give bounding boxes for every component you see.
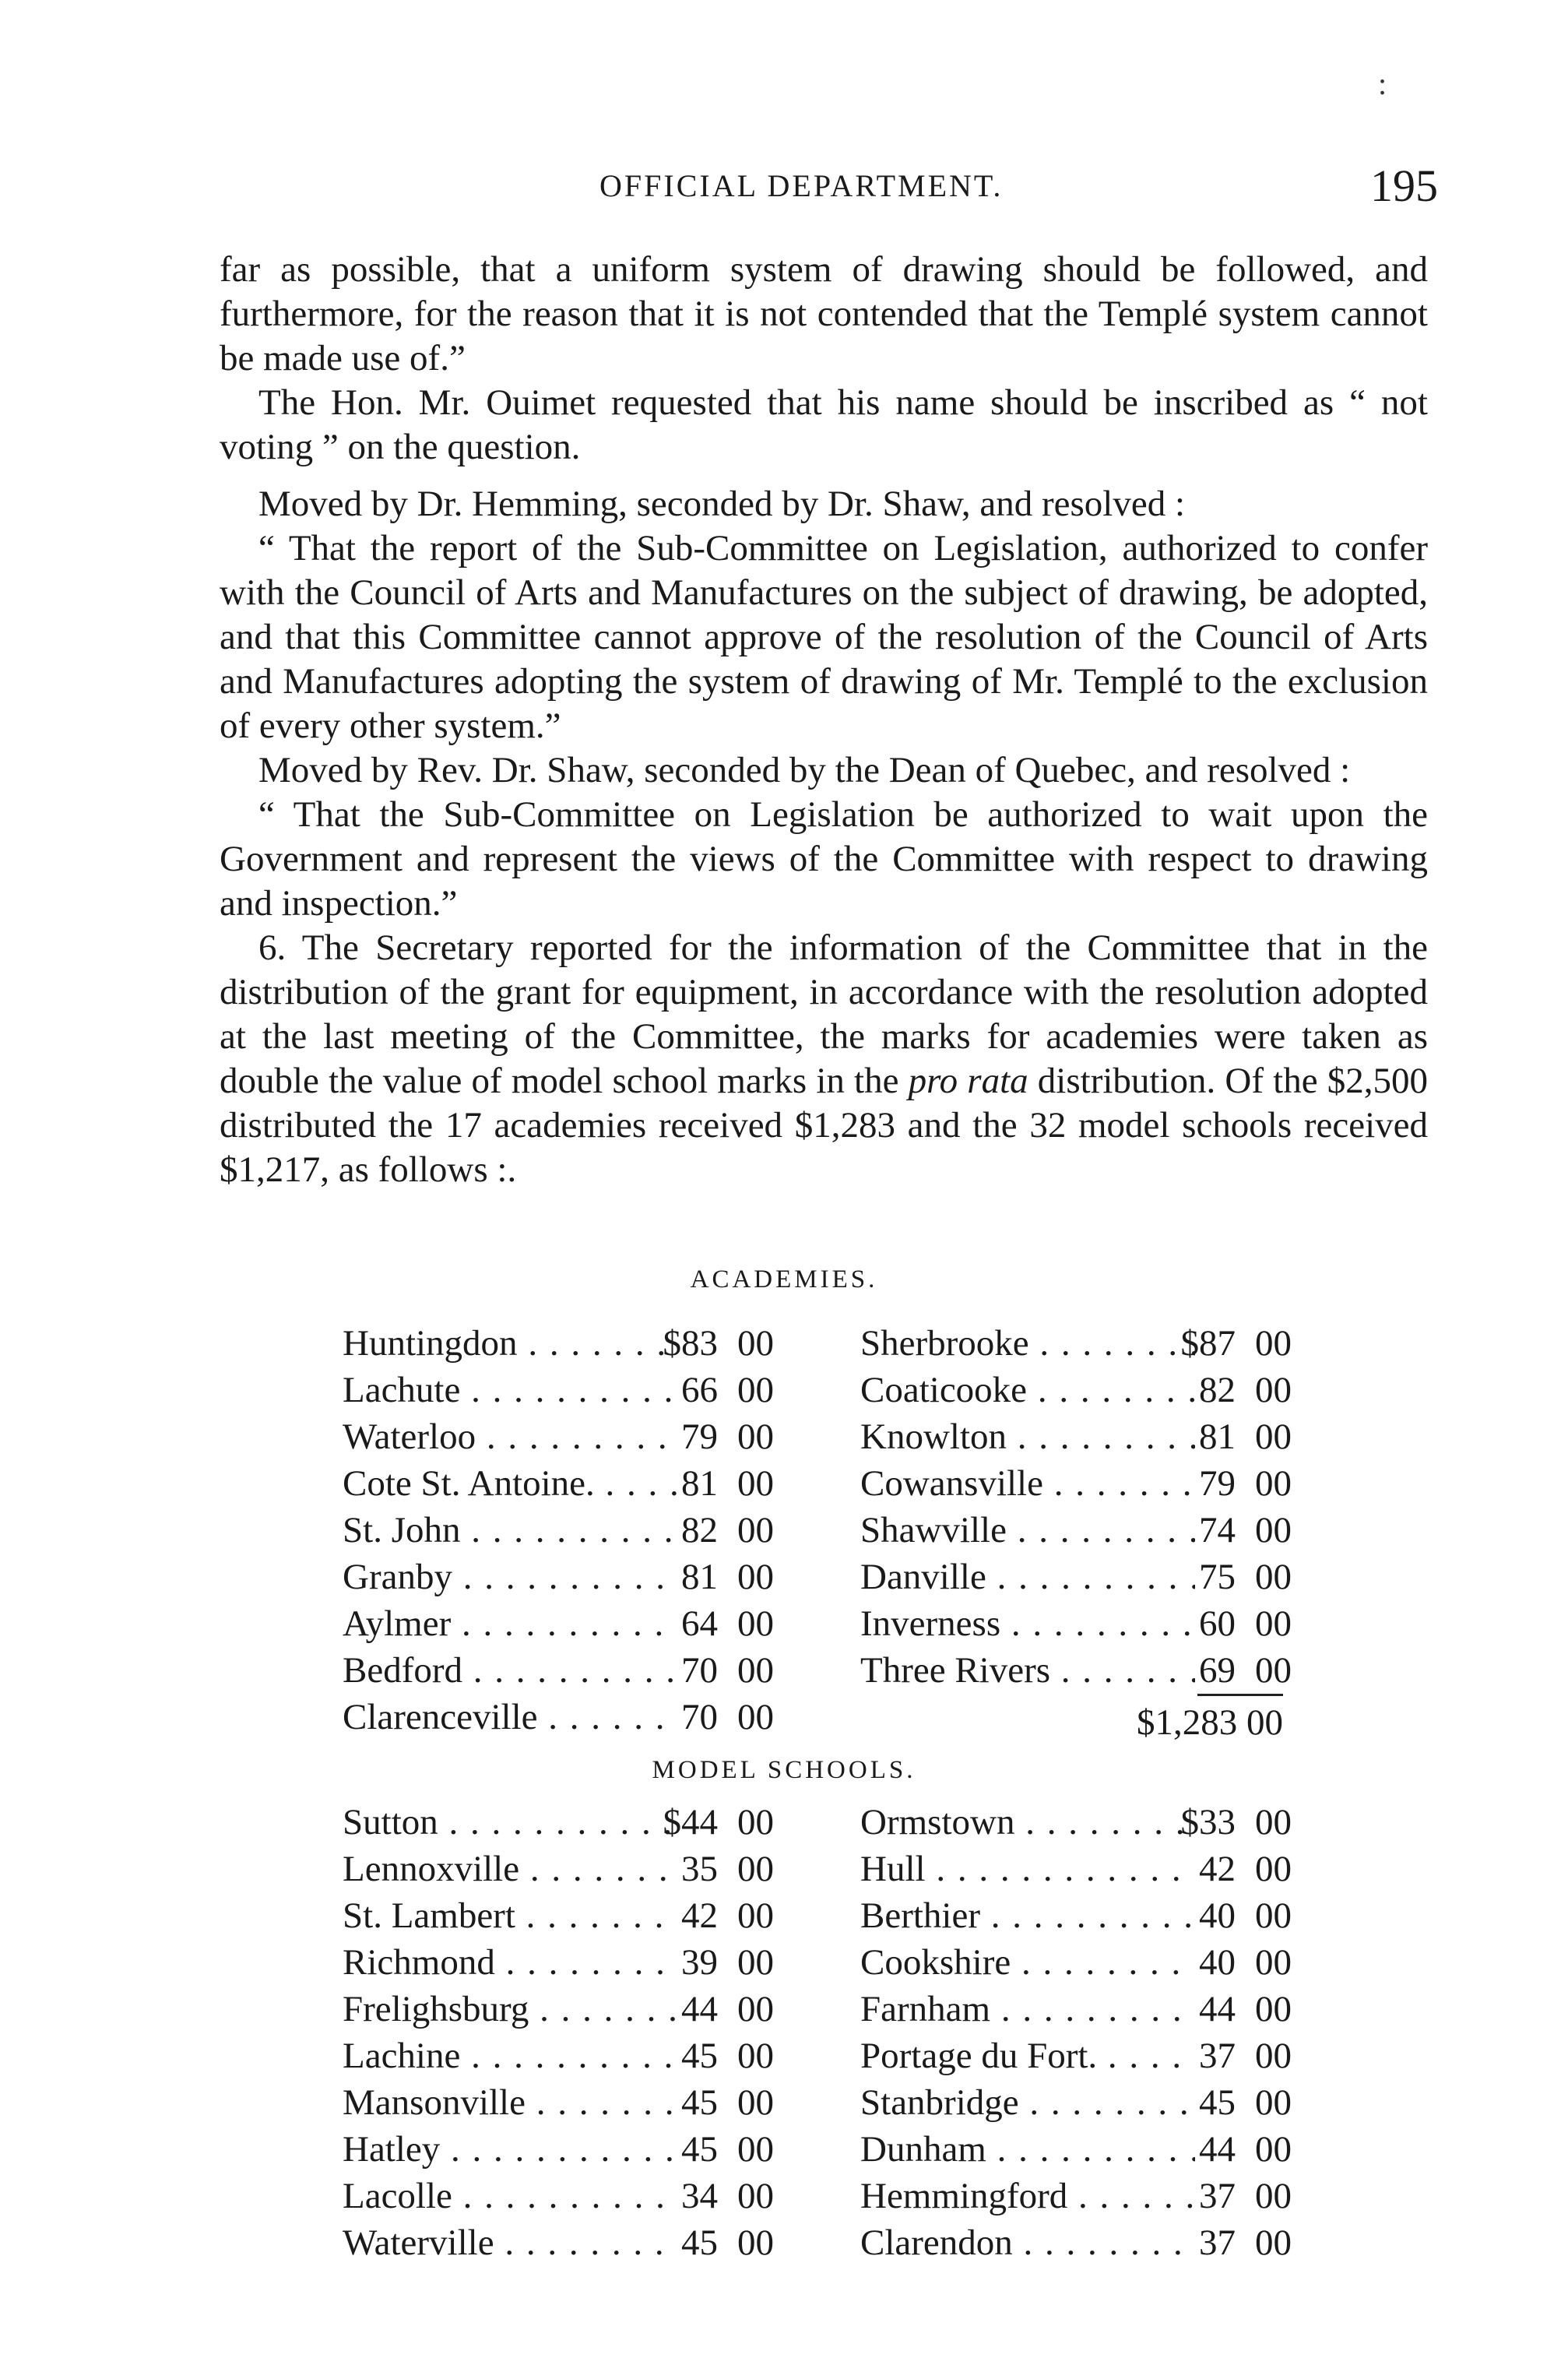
amount-cents: 00 (737, 1849, 774, 1889)
report-text-start: 6. The Secretary reported for the information of the Committee that in the distribution of the grant for equipment, in accordance with the resolution adopted at the last meeting of the Committee, the marks for academies were taken as double the value of model school marks in the (220, 927, 1428, 1101)
amount-dollars: 37 (1199, 2176, 1236, 2216)
place-name: Danville . . . (860, 1554, 1195, 1600)
amount-cents: 00 (1255, 1802, 1292, 1842)
academies-left-row (343, 1507, 779, 1554)
amount-cents: 00 (737, 1510, 774, 1550)
academies-left-row (343, 1367, 779, 1413)
academies-heading: ACADEMIES. (690, 1265, 878, 1293)
amount-cents: 00 (737, 1557, 774, 1597)
amount-cents: 00 (737, 1895, 774, 1936)
model_schools-left-row (343, 1846, 779, 1892)
amount-cents: 00 (737, 1802, 774, 1842)
model-schools-heading: MODEL SCHOOLS. (652, 1756, 916, 1784)
place-name: St. Lambert . . . (343, 1892, 677, 1939)
amount-cents: 00 (737, 1697, 774, 1737)
amount-cents: 00 (1255, 2223, 1292, 2263)
academies-right-column (860, 1320, 1296, 1694)
model_schools-left-row (343, 1986, 779, 2032)
academies-right-row (860, 1320, 1296, 1367)
place-name: Inverness . . . (860, 1600, 1195, 1647)
amount-dollars: 40 (1199, 1942, 1236, 1983)
academies-right-row (860, 1413, 1296, 1460)
model_schools-right-row (860, 1892, 1296, 1939)
place-name: Bedford . . . (343, 1647, 677, 1694)
place-name: Aylmer . . . (343, 1600, 677, 1647)
amount-cents: 00 (737, 1323, 774, 1364)
academies-right-row (860, 1647, 1296, 1694)
place-name: Hull . . . (860, 1846, 1195, 1892)
amount-dollars: 60 (1199, 1603, 1236, 1644)
amount-cents: 00 (1255, 1849, 1292, 1889)
model_schools-left-row (343, 2173, 779, 2219)
amount-dollars: 70 (681, 1697, 718, 1737)
amount-dollars: 45 (681, 2223, 718, 2263)
amount-cents: 00 (1255, 1417, 1292, 1457)
place-name: Portage du Fort. . . . (860, 2032, 1195, 2079)
amount-cents: 00 (737, 1989, 774, 2029)
place-name: Waterville . . . (343, 2219, 677, 2266)
academies-left-row (343, 1647, 779, 1694)
amount-dollars: 37 (1199, 2036, 1236, 2076)
paragraph-resolution-legislation: “ That the Sub-Committee on Legislation be authorized to wait upon the Government and represent the views of the Committee with respect to drawing and inspection.” (220, 794, 1428, 924)
academies-left-column (343, 1320, 779, 1740)
place-name: Cookshire . . . (860, 1939, 1195, 1986)
amount-dollars: 34 (681, 2176, 718, 2216)
academies-right-row (860, 1600, 1296, 1647)
page-number: 195 (1370, 160, 1438, 211)
amount-dollars: $33 (1180, 1802, 1236, 1842)
amount-cents: 00 (1255, 1942, 1292, 1983)
place-name: Lacolle . . . (343, 2173, 677, 2219)
amount-cents: 00 (737, 2176, 774, 2216)
place-name: Frelighsburg . . . (343, 1986, 677, 2032)
amount-cents: 00 (1255, 1557, 1292, 1597)
place-name: Richmond . . . (343, 1939, 677, 1986)
model_schools-right-row (860, 1986, 1296, 2032)
amount-cents: 00 (1255, 2176, 1292, 2216)
model_schools-right-row (860, 2032, 1296, 2079)
amount-dollars: 79 (681, 1417, 718, 1457)
amount-cents: 00 (737, 1942, 774, 1983)
model_schools-right-row (860, 1846, 1296, 1892)
report-text-end: distribution. Of the $2,500 distributed the 17 academies received $1,283 and the 32 model schools received $1,217, as follows :. (220, 1061, 1428, 1190)
paragraph-continuation: far as possible, that a uniform system of drawing should be followed, and furthermore, for the reason that it is not contended that the Templé system cannot be made use of.” (220, 249, 1428, 378)
paragraph-ouimet: The Hon. Mr. Ouimet requested that his name should be inscribed as “ not voting ” on the question. (220, 382, 1428, 467)
amount-cents: 00 (737, 2036, 774, 2076)
place-name: Cote St. Antoine. . . . (343, 1460, 677, 1507)
amount-cents: 00 (737, 1650, 774, 1691)
academies-left-row (343, 1320, 779, 1367)
place-name: Shawville . . . (860, 1507, 1195, 1554)
model_schools-left-row (343, 1939, 779, 1986)
amount-dollars: 45 (681, 2036, 718, 2076)
academies-right-row (860, 1460, 1296, 1507)
academies-total: $1,283 00 (1137, 1702, 1283, 1743)
amount-cents: 00 (1255, 1603, 1292, 1644)
place-name: Hatley . . . (343, 2126, 677, 2173)
place-name: Waterloo . . . (343, 1413, 677, 1460)
place-name: Hemmingford . . . (860, 2173, 1195, 2219)
model_schools-left-row (343, 2079, 779, 2126)
place-name: Cowansville . . . (860, 1460, 1195, 1507)
amount-cents: 00 (1255, 1463, 1292, 1504)
place-name: Lennoxville . . . (343, 1846, 677, 1892)
amount-cents: 00 (737, 1370, 774, 1410)
model_schools-right-row (860, 1939, 1296, 1986)
model_schools-right-row (860, 2126, 1296, 2173)
amount-dollars: 42 (1199, 1849, 1236, 1889)
paragraph-motion-hemming: Moved by Dr. Hemming, seconded by Dr. Shaw, and resolved : (258, 484, 1186, 524)
amount-cents: 00 (1255, 1895, 1292, 1936)
place-name: Dunham . . . (860, 2126, 1195, 2173)
amount-cents: 00 (1255, 1510, 1292, 1550)
place-name: Farnham . . . (860, 1986, 1195, 2032)
report-italic: pro rata (908, 1061, 1028, 1101)
corner-mark: : (1378, 66, 1387, 101)
amount-cents: 00 (1255, 1323, 1292, 1364)
place-name: Lachine . . . (343, 2032, 677, 2079)
amount-dollars: 81 (681, 1557, 718, 1597)
model_schools-right-row (860, 2219, 1296, 2266)
amount-dollars: 44 (1199, 1989, 1236, 2029)
place-name: Mansonville . . . (343, 2079, 677, 2126)
amount-cents: 00 (1255, 1650, 1292, 1691)
amount-dollars: 81 (1199, 1417, 1236, 1457)
amount-dollars: 39 (681, 1942, 718, 1983)
model_schools-left-row (343, 1799, 779, 1846)
academies-left-row (343, 1460, 779, 1507)
amount-dollars: 37 (1199, 2223, 1236, 2263)
amount-cents: 00 (737, 1463, 774, 1504)
amount-dollars: 40 (1199, 1895, 1236, 1936)
amount-cents: 00 (1255, 1370, 1292, 1410)
model_schools-right-row (860, 1799, 1296, 1846)
running-title: OFFICIAL DEPARTMENT. (599, 168, 1004, 203)
academies-total-rule (1197, 1694, 1283, 1696)
model_schools-right-row (860, 2079, 1296, 2126)
amount-dollars: $87 (1180, 1323, 1236, 1364)
paragraph-secretary-report (220, 926, 1428, 1192)
amount-dollars: 70 (681, 1650, 718, 1691)
paragraph-resolution-drawing: “ That the report of the Sub-Committee on Legislation, authorized to confer with the Council of Arts and Manufactures on the subject of drawing, be adopted, and that this Committee cannot approve of the resolution of the Council of Arts and Manufactures adopting the system of drawing of Mr. Templé to the exclusion of every other system.” (220, 528, 1428, 746)
model_schools-left-row (343, 1892, 779, 1939)
academies-left-row (343, 1413, 779, 1460)
academies-right-row (860, 1554, 1296, 1600)
place-name: Knowlton . . . (860, 1413, 1195, 1460)
amount-dollars: $83 (663, 1323, 718, 1364)
amount-dollars: 69 (1199, 1650, 1236, 1691)
academies-left-row (343, 1600, 779, 1647)
amount-dollars: 75 (1199, 1557, 1236, 1597)
academies-left-row (343, 1554, 779, 1600)
amount-cents: 00 (1255, 2129, 1292, 2170)
amount-dollars: 44 (1199, 2129, 1236, 2170)
place-name: Berthier . . . (860, 1892, 1195, 1939)
place-name: Granby . . . (343, 1554, 677, 1600)
model-schools-left-column (343, 1799, 779, 2266)
amount-cents: 00 (1255, 2036, 1292, 2076)
place-name: Huntingdon . . . (343, 1320, 677, 1367)
amount-dollars: 74 (1199, 1510, 1236, 1550)
place-name: Coaticooke . . . (860, 1367, 1195, 1413)
place-name: Sherbrooke . . . (860, 1320, 1195, 1367)
amount-cents: 00 (737, 2223, 774, 2263)
model_schools-right-row (860, 2173, 1296, 2219)
amount-dollars: 66 (681, 1370, 718, 1410)
amount-dollars: 45 (1199, 2082, 1236, 2123)
amount-dollars: 45 (681, 2129, 718, 2170)
amount-cents: 00 (1255, 1989, 1292, 2029)
amount-cents: 00 (737, 2129, 774, 2170)
amount-dollars: 44 (681, 1989, 718, 2029)
amount-dollars: 79 (1199, 1463, 1236, 1504)
amount-dollars: 64 (681, 1603, 718, 1644)
place-name: Ormstown . . . (860, 1799, 1195, 1846)
amount-dollars: 45 (681, 2082, 718, 2123)
running-head (0, 160, 1568, 214)
place-name: Clarendon . . . (860, 2219, 1195, 2266)
model_schools-left-row (343, 2126, 779, 2173)
place-name: Sutton . . . (343, 1799, 677, 1846)
place-name: Three Rivers . . . (860, 1647, 1195, 1694)
amount-dollars: 82 (1199, 1370, 1236, 1410)
academies-right-row (860, 1507, 1296, 1554)
place-name: Lachute . . . (343, 1367, 677, 1413)
amount-dollars: 82 (681, 1510, 718, 1550)
amount-cents: 00 (737, 1417, 774, 1457)
body-text (220, 248, 1428, 1192)
amount-dollars: 81 (681, 1463, 718, 1504)
academies-right-row (860, 1367, 1296, 1413)
amount-cents: 00 (1255, 2082, 1292, 2123)
amount-cents: 00 (737, 1603, 774, 1644)
place-name: Clarenceville . . . (343, 1694, 677, 1740)
amount-dollars: 35 (681, 1849, 718, 1889)
place-name: Stanbridge . . . (860, 2079, 1195, 2126)
place-name: St. John . . . (343, 1507, 677, 1554)
paragraph-motion-shaw: Moved by Rev. Dr. Shaw, seconded by the Dean of Quebec, and resolved : (258, 750, 1351, 790)
model-schools-right-column (860, 1799, 1296, 2266)
model_schools-left-row (343, 2219, 779, 2266)
amount-dollars: 42 (681, 1895, 718, 1936)
amount-cents: 00 (737, 2082, 774, 2123)
amount-dollars: $44 (663, 1802, 718, 1842)
academies-left-row (343, 1694, 779, 1740)
model_schools-left-row (343, 2032, 779, 2079)
